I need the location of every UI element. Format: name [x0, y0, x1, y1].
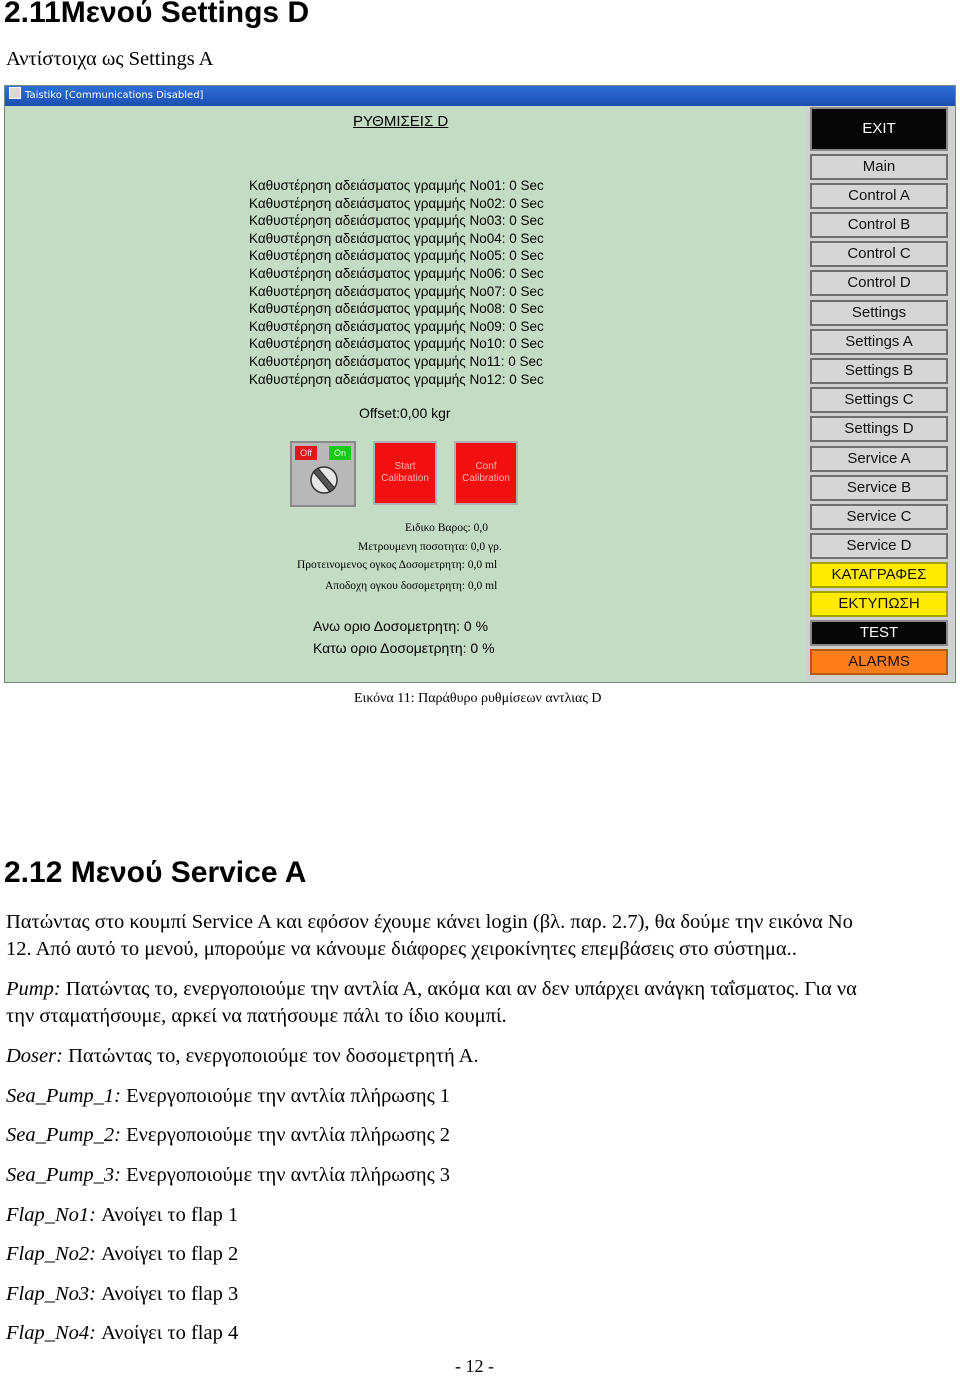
item-term: Sea_Pump_3: — [6, 1164, 122, 1186]
sea-pump-1-item — [6, 1085, 450, 1108]
panel-title: ΡΥΘΜΙΣΕΙΣ D — [353, 113, 449, 130]
menu-button-service-a[interactable]: Service A — [810, 446, 948, 472]
item-desc: Ανοίγει το flap 2 — [95, 1243, 239, 1265]
proposed-doser-volume: Προτεινομενος ογκος Δοσομετρητη: 0,0 ml — [297, 559, 498, 571]
print-button[interactable]: ΕΚΤΥΠΩΣΗ — [810, 591, 948, 617]
menu-button-service-d[interactable]: Service D — [810, 533, 948, 559]
off-on-switch[interactable] — [290, 441, 356, 507]
delay-line: Καθυστέρηση αδειάσματος γραμμής No06: 0 Sec — [249, 265, 544, 281]
section-11-heading: 2.11Μενού Settings D — [4, 0, 310, 29]
item-desc: Ανοίγει το flap 4 — [95, 1322, 239, 1344]
section-11-intro: Αντίστοιχα ως Settings A — [6, 48, 214, 70]
start-calibration-button[interactable]: Start Calibration — [373, 441, 437, 505]
menu-button-control-a[interactable]: Control A — [810, 183, 948, 209]
section-12-heading: 2.12 Μενού Service A — [4, 856, 307, 889]
delay-line: Καθυστέρηση αδειάσματος γραμμής No11: 0 Sec — [249, 353, 543, 369]
delay-line: Καθυστέρηση αδειάσματος γραμμής No10: 0 Sec — [249, 336, 544, 352]
menu-button-settings-d[interactable]: Settings D — [810, 416, 948, 442]
lower-doser-limit: Κατω οριο Δοσομετρητη: 0 % — [313, 640, 495, 656]
pump-term: Pump: — [6, 978, 61, 1000]
item-term: Sea_Pump_2: — [6, 1124, 122, 1146]
pump-description — [6, 978, 857, 1001]
delay-list — [249, 177, 544, 388]
window-title-bar — [5, 86, 955, 106]
delay-line: Καθυστέρηση αδειάσματος γραμμής No08: 0 Sec — [249, 301, 544, 317]
menu-button-control-d[interactable]: Control D — [810, 270, 948, 296]
menu-button-settings-b[interactable]: Settings B — [810, 358, 948, 384]
item-term: Flap_No1: — [6, 1204, 96, 1226]
menu-button-control-c[interactable]: Control C — [810, 241, 948, 267]
flap-no3-item — [6, 1283, 238, 1306]
delay-line: Καθυστέρηση αδειάσματος γραμμής No05: 0 Sec — [249, 248, 544, 264]
test-button[interactable]: TEST — [810, 620, 948, 646]
sea-pump-3-item — [6, 1164, 450, 1187]
records-button[interactable]: ΚΑΤΑΓΡΑΦΕΣ — [810, 562, 948, 588]
menu-button-service-b[interactable]: Service B — [810, 475, 948, 501]
menu-button-service-c[interactable]: Service C — [810, 504, 948, 530]
flap-no1-item — [6, 1204, 238, 1227]
upper-doser-limit: Ανω οριο Δοσομετρητη: 0 % — [313, 618, 489, 634]
delay-line: Καθυστέρηση αδειάσματος γραμμής No02: 0 Sec — [249, 195, 544, 211]
section-12-para-line-1: Πατώντας στο κουμπί Service A και εφόσον έχουμε κάνει login (βλ. παρ. 2.7), θα δούμε την εικόνα Νο — [6, 911, 853, 933]
delay-line: Καθυστέρηση αδειάσματος γραμμής No03: 0 Sec — [249, 213, 544, 229]
delay-line: Καθυστέρηση αδειάσματος γραμμής No12: 0 Sec — [249, 371, 544, 387]
settings-d-screenshot — [4, 85, 956, 683]
delay-line: Καθυστέρηση αδειάσματος γραμμής No07: 0 Sec — [249, 283, 544, 299]
item-desc: Πατώντας το, ενεργοποιούμε τον δοσομετρητή Α. — [62, 1045, 479, 1067]
delay-line: Καθυστέρηση αδειάσματος γραμμής No09: 0 Sec — [249, 318, 544, 334]
menu-button-settings-c[interactable]: Settings C — [810, 387, 948, 413]
menu-button-control-b[interactable]: Control B — [810, 212, 948, 238]
pump-desc: Πατώντας το, ενεργοποιούμε την αντλία Α, ακόμα και αν δεν υπάρχει ανάγκη ταΐσματος. Για να — [60, 978, 857, 1000]
flap-no4-item — [6, 1322, 238, 1345]
item-term: Flap_No3: — [6, 1283, 96, 1305]
menu-button-settings-a[interactable]: Settings A — [810, 329, 948, 355]
window-title: Taistiko [Communications Disabled] — [25, 90, 204, 101]
item-term: Flap_No2: — [6, 1243, 96, 1265]
app-icon — [9, 87, 21, 99]
figure-caption: Εικόνα 11: Παράθυρο ρυθμίσεων αντλιας D — [354, 691, 602, 706]
exit-button[interactable]: EXIT — [810, 107, 948, 151]
delay-line: Καθυστέρηση αδειάσματος γραμμής No01: 0 Sec — [249, 178, 544, 193]
item-desc: Ενεργοποιούμε την αντλία πλήρωσης 1 — [121, 1085, 451, 1107]
accepted-doser-volume: Αποδοχη ογκου δοσομετρητη: 0,0 ml — [325, 580, 498, 592]
flap-no2-item — [6, 1243, 238, 1266]
page-number: - 12 - — [455, 1356, 494, 1376]
item-desc: Ενεργοποιούμε την αντλία πλήρωσης 2 — [121, 1124, 451, 1146]
menu-button-settings[interactable]: Settings — [810, 300, 948, 326]
item-term: Doser: — [6, 1045, 63, 1067]
alarms-button[interactable]: ALARMS — [810, 649, 948, 675]
delay-line: Καθυστέρηση αδειάσματος γραμμής No04: 0 Sec — [249, 230, 544, 246]
conf-calibration-button[interactable]: Conf Calibration — [454, 441, 518, 505]
measured-quantity: Μετρουμενη ποσοτητα: 0,0 γρ. — [358, 541, 502, 553]
offset-value: Offset:0,00 kgr — [359, 405, 451, 421]
section-12-para-line-2: 12. Από αυτό το μενού, μπορούμε να κάνουμε διάφορες χειροκίνητες επεμβάσεις στο σύστημα.. — [6, 938, 797, 960]
doser-item — [6, 1045, 479, 1068]
selector-knob-icon — [308, 463, 340, 497]
menu-button-main[interactable]: Main — [810, 154, 948, 180]
pump-description-line-2: την σταματήσουμε, αρκεί να πατήσουμε πάλι το ίδιο κουμπί. — [6, 1005, 507, 1027]
specific-weight: Ειδικο Βαρος: 0,0 — [405, 522, 488, 534]
off-indicator: Off — [295, 446, 317, 460]
on-indicator: On — [329, 446, 351, 460]
item-term: Flap_No4: — [6, 1322, 96, 1344]
item-desc: Ενεργοποιούμε την αντλία πλήρωσης 3 — [121, 1164, 451, 1186]
item-desc: Ανοίγει το flap 1 — [95, 1204, 239, 1226]
sea-pump-2-item — [6, 1124, 450, 1147]
item-term: Sea_Pump_1: — [6, 1085, 122, 1107]
item-desc: Ανοίγει το flap 3 — [95, 1283, 239, 1305]
